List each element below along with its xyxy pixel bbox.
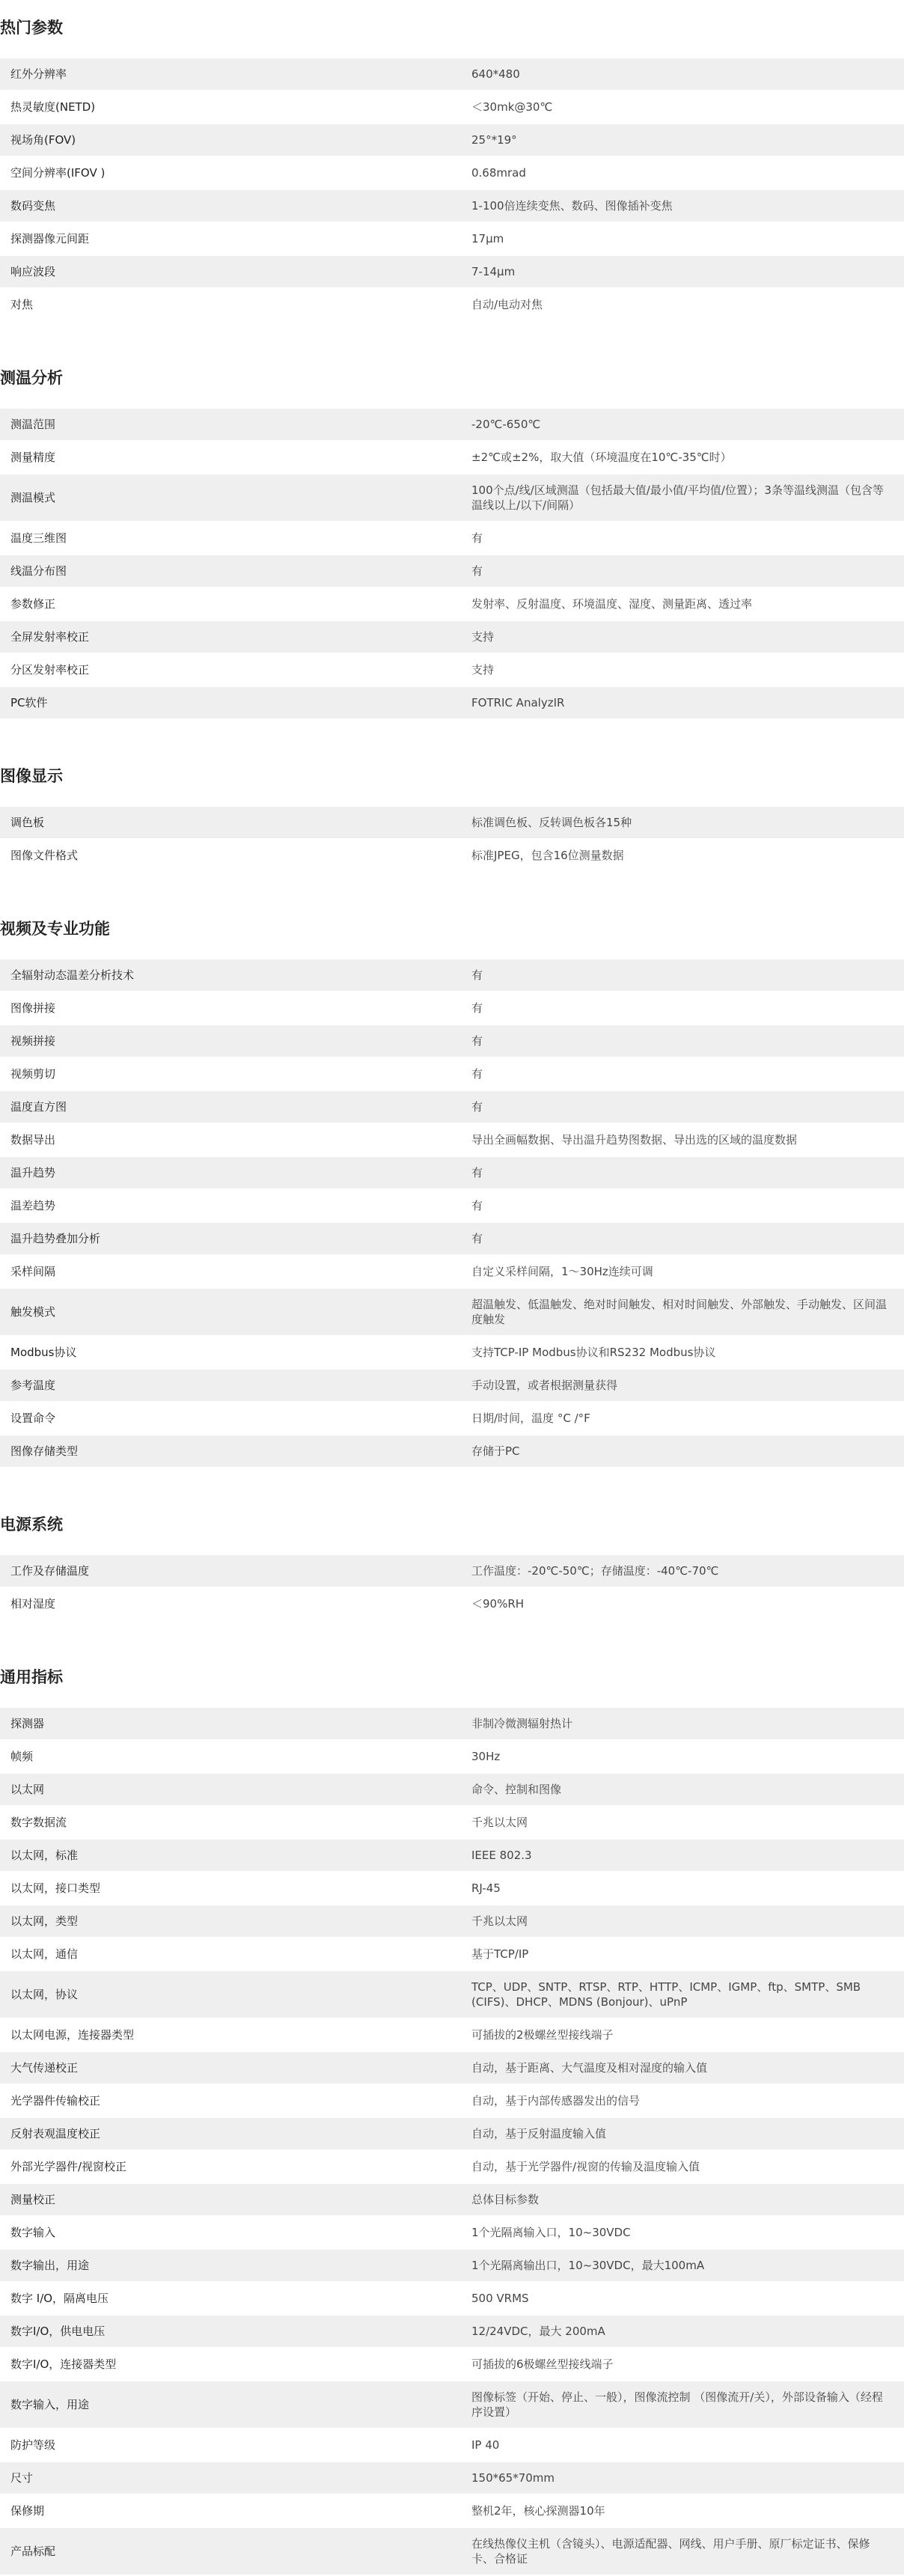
spec-value-cell: 有 — [451, 1090, 904, 1123]
spec-value-cell: 可插拔的6极螺丝型接线端子 — [451, 2348, 904, 2381]
spec-name-cell: 以太网 — [0, 1773, 451, 1806]
spec-value-cell: 支持 — [451, 653, 904, 686]
spec-value-cell: 发射率、反射温度、环境温度、湿度、测量距离、透过率 — [451, 587, 904, 620]
spec-value-cell: 自动，基于反射温度输入值 — [451, 2117, 904, 2150]
table-row — [0, 288, 904, 321]
table-row — [0, 555, 904, 587]
spec-value-cell: 0.68mrad — [451, 156, 904, 189]
spec-value-cell: 导出全画幅数据、导出温升趋势图数据、导出选的区域的温度数据 — [451, 1123, 904, 1156]
section-title: 测温分析 — [0, 369, 63, 387]
table-row — [0, 1156, 904, 1189]
spec-name-cell: 数字 I/O，隔离电压 — [0, 2282, 451, 2315]
table-row — [0, 189, 904, 222]
spec-name-cell: 外部光学器件/视窗校正 — [0, 2150, 451, 2183]
spec-value-cell: 150*65*70mm — [451, 2461, 904, 2494]
spec-name-cell: Modbus协议 — [0, 1336, 451, 1369]
table-row — [0, 2117, 904, 2150]
table-row — [0, 1740, 904, 1773]
spec-name-cell: 数字I/O，连接器类型 — [0, 2348, 451, 2381]
spec-value-cell: ±2℃或±2%，取大值（环境温度在10℃-35℃时） — [451, 441, 904, 474]
spec-value-cell: 整机2年，核心探测器10年 — [451, 2494, 904, 2527]
spec-value-cell: 有 — [451, 959, 904, 992]
table-row — [0, 587, 904, 620]
section-title: 视频及专业功能 — [0, 920, 110, 938]
spec-section — [0, 15, 904, 322]
spec-table — [0, 409, 904, 720]
spec-value-cell: ＜30mk@30℃ — [451, 91, 904, 123]
spec-name-cell: 尺寸 — [0, 2461, 451, 2494]
table-row — [0, 1090, 904, 1123]
spec-name-cell: 以太网电源，连接器类型 — [0, 2018, 451, 2051]
spec-name-cell: 温度直方图 — [0, 1090, 451, 1123]
table-row — [0, 2348, 904, 2381]
table-row — [0, 156, 904, 189]
table-row — [0, 441, 904, 474]
table-row — [0, 1872, 904, 1905]
table-row — [0, 1971, 904, 2018]
table-row — [0, 1255, 904, 1288]
spec-name-cell: 探测器像元间距 — [0, 222, 451, 255]
spec-name-cell: 数字I/O，供电电压 — [0, 2315, 451, 2348]
spec-value-cell: 总体目标参数 — [451, 2183, 904, 2216]
spec-name-cell: 工作及存储温度 — [0, 1555, 451, 1587]
spec-name-cell: 对焦 — [0, 288, 451, 321]
spec-value-cell: 基于TCP/IP — [451, 1938, 904, 1971]
spec-value-cell: 支持TCP-IP Modbus协议和RS232 Modbus协议 — [451, 1336, 904, 1369]
spec-value-cell: 有 — [451, 1025, 904, 1057]
spec-name-cell: 帧频 — [0, 1740, 451, 1773]
spec-value-cell: 标准调色板、反转调色板各15种 — [451, 807, 904, 839]
spec-value-cell: 500 VRMS — [451, 2282, 904, 2315]
spec-value-cell: 支持 — [451, 620, 904, 653]
table-row — [0, 1057, 904, 1090]
spec-value-cell: 命令、控制和图像 — [451, 1773, 904, 1806]
spec-value-cell: 千兆以太网 — [451, 1905, 904, 1938]
spec-name-cell: 数字输入，用途 — [0, 2381, 451, 2429]
table-row — [0, 2084, 904, 2117]
spec-value-cell: IP 40 — [451, 2429, 904, 2461]
spec-value-cell: 有 — [451, 1057, 904, 1090]
table-row — [0, 1587, 904, 1620]
table-row — [0, 2018, 904, 2051]
spec-name-cell: 防护等级 — [0, 2429, 451, 2461]
spec-name-cell: 数码变焦 — [0, 189, 451, 222]
spec-value-cell: 日期/时间，温度 °C /°F — [451, 1402, 904, 1435]
spec-value-cell: 25°*19° — [451, 123, 904, 156]
spec-value-cell: 手动设置，或者根据测量获得 — [451, 1369, 904, 1402]
spec-table — [0, 1555, 904, 1621]
spec-name-cell: 红外分辨率 — [0, 58, 451, 91]
spec-name-cell: 以太网，标准 — [0, 1839, 451, 1872]
table-row — [0, 1938, 904, 1971]
table-row — [0, 1025, 904, 1057]
table-row — [0, 1555, 904, 1587]
spec-value-cell: 640*480 — [451, 58, 904, 91]
spec-name-cell: 采样间隔 — [0, 1255, 451, 1288]
spec-name-cell: 热灵敏度(NETD) — [0, 91, 451, 123]
spec-name-cell: 保修期 — [0, 2494, 451, 2527]
spec-value-cell: 自动，基于距离、大气温度及相对湿度的输入值 — [451, 2051, 904, 2084]
spec-value-cell: 1个光隔离输入口，10~30VDC — [451, 2216, 904, 2249]
spec-name-cell: 光学器件传输校正 — [0, 2084, 451, 2117]
table-row — [0, 839, 904, 872]
table-row — [0, 2051, 904, 2084]
table-row — [0, 123, 904, 156]
spec-value-cell: 超温触发、低温触发、绝对时间触发、相对时间触发、外部触发、手动触发、区间温度触发 — [451, 1288, 904, 1336]
spec-value-cell: 有 — [451, 1189, 904, 1222]
table-row — [0, 522, 904, 555]
spec-name-cell: 图像文件格式 — [0, 839, 451, 872]
spec-value-cell: 30Hz — [451, 1740, 904, 1773]
spec-name-cell: PC软件 — [0, 686, 451, 719]
spec-value-cell: 非制冷微测辐射热计 — [451, 1708, 904, 1740]
spec-section — [0, 365, 904, 720]
section-title: 图像显示 — [0, 767, 63, 785]
table-row — [0, 2315, 904, 2348]
table-row — [0, 409, 904, 441]
spec-value-cell: ＜90%RH — [451, 1587, 904, 1620]
spec-value-cell: 在线热像仪主机（含镜头）、电源适配器、网线、用户手册、原厂标定证书、保修卡、合格证 — [451, 2527, 904, 2575]
spec-name-cell: 探测器 — [0, 1708, 451, 1740]
spec-name-cell: 图像存储类型 — [0, 1435, 451, 1468]
spec-name-cell: 测温范围 — [0, 409, 451, 441]
section-title: 通用指标 — [0, 1668, 63, 1686]
spec-value-cell: 图像标签（开始、停止、一般），图像流控制 （图像流开/关），外部设备输入（经程序设置） — [451, 2381, 904, 2429]
table-row — [0, 807, 904, 839]
table-row — [0, 1806, 904, 1839]
table-row — [0, 1123, 904, 1156]
spec-name-cell: 线温分布图 — [0, 555, 451, 587]
spec-section — [0, 916, 904, 1468]
spec-name-cell: 数字数据流 — [0, 1806, 451, 1839]
table-row — [0, 2461, 904, 2494]
spec-value-cell: 有 — [451, 1222, 904, 1255]
spec-value-cell: TCP、UDP、SNTP、RTSP、RTP、HTTP、ICMP、IGMP、ftp、SMTP、SMB (CIFS)、DHCP、MDNS (Bonjour)、uPnP — [451, 1971, 904, 2018]
spec-name-cell: 数字输出，用途 — [0, 2249, 451, 2282]
spec-section — [0, 1512, 904, 1621]
spec-value-cell: 1个光隔离输出口，10~30VDC，最大100mA — [451, 2249, 904, 2282]
table-row — [0, 2150, 904, 2183]
spec-name-cell: 测量校正 — [0, 2183, 451, 2216]
spec-value-cell: 1-100倍连续变焦、数码、图像插补变焦 — [451, 189, 904, 222]
spec-value-cell: 有 — [451, 522, 904, 555]
spec-value-cell: 17μm — [451, 222, 904, 255]
spec-name-cell: 温度三维图 — [0, 522, 451, 555]
spec-name-cell: 视频拼接 — [0, 1025, 451, 1057]
spec-name-cell: 参数修正 — [0, 587, 451, 620]
spec-value-cell: 有 — [451, 992, 904, 1025]
spec-name-cell: 相对湿度 — [0, 1587, 451, 1620]
spec-value-cell: 12/24VDC，最大 200mA — [451, 2315, 904, 2348]
table-row — [0, 620, 904, 653]
spec-name-cell: 以太网，协议 — [0, 1971, 451, 2018]
spec-value-cell: 自定义采样间隔，1～30Hz连续可调 — [451, 1255, 904, 1288]
spec-name-cell: 温差趋势 — [0, 1189, 451, 1222]
table-row — [0, 2381, 904, 2429]
spec-name-cell: 视频剪切 — [0, 1057, 451, 1090]
spec-name-cell: 全屏发射率校正 — [0, 620, 451, 653]
spec-name-cell: 温升趋势 — [0, 1156, 451, 1189]
table-row — [0, 686, 904, 719]
table-row — [0, 1905, 904, 1938]
spec-section — [0, 1664, 904, 2576]
table-row — [0, 2494, 904, 2527]
spec-table — [0, 807, 904, 873]
spec-name-cell: 设置命令 — [0, 1402, 451, 1435]
spec-value-cell: 千兆以太网 — [451, 1806, 904, 1839]
table-row — [0, 1189, 904, 1222]
spec-value-cell: 标准JPEG，包含16位测量数据 — [451, 839, 904, 872]
spec-value-cell: 自动/电动对焦 — [451, 288, 904, 321]
spec-name-cell: 测量精度 — [0, 441, 451, 474]
table-row — [0, 1222, 904, 1255]
table-row — [0, 58, 904, 91]
spec-name-cell: 数据导出 — [0, 1123, 451, 1156]
table-row — [0, 2527, 904, 2575]
spec-value-cell: 存储于PC — [451, 1435, 904, 1468]
spec-table — [0, 1708, 904, 2576]
spec-name-cell: 图像拼接 — [0, 992, 451, 1025]
spec-table — [0, 959, 904, 1468]
table-row — [0, 1839, 904, 1872]
spec-value-cell: 工作温度：-20℃-50℃；存储温度：-40℃-70℃ — [451, 1555, 904, 1587]
table-row — [0, 1435, 904, 1468]
table-row — [0, 992, 904, 1025]
spec-page — [0, 15, 904, 2576]
spec-name-cell: 调色板 — [0, 807, 451, 839]
spec-value-cell: 自动，基于光学器件/视窗的传输及温度输入值 — [451, 2150, 904, 2183]
spec-value-cell: 100个点/线/区域测温（包括最大值/最小值/平均值/位置）；3条等温线测温（包含等温线以上/以下/间隔） — [451, 474, 904, 522]
table-row — [0, 1773, 904, 1806]
table-row — [0, 1369, 904, 1402]
spec-name-cell: 测温模式 — [0, 474, 451, 522]
table-row — [0, 222, 904, 255]
spec-value-cell: IEEE 802.3 — [451, 1839, 904, 1872]
spec-name-cell: 以太网，类型 — [0, 1905, 451, 1938]
table-row — [0, 1288, 904, 1336]
table-row — [0, 1336, 904, 1369]
table-row — [0, 2183, 904, 2216]
spec-value-cell: FOTRIC AnalyzIR — [451, 686, 904, 719]
spec-name-cell: 触发模式 — [0, 1288, 451, 1336]
spec-value-cell: 有 — [451, 1156, 904, 1189]
spec-name-cell: 参考温度 — [0, 1369, 451, 1402]
spec-name-cell: 产品标配 — [0, 2527, 451, 2575]
spec-name-cell: 以太网，通信 — [0, 1938, 451, 1971]
table-row — [0, 474, 904, 522]
spec-name-cell: 分区发射率校正 — [0, 653, 451, 686]
spec-name-cell: 以太网，接口类型 — [0, 1872, 451, 1905]
spec-name-cell: 视场角(FOV) — [0, 123, 451, 156]
spec-name-cell: 空间分辨率(IFOV ) — [0, 156, 451, 189]
spec-name-cell: 大气传递校正 — [0, 2051, 451, 2084]
table-row — [0, 1402, 904, 1435]
table-row — [0, 2282, 904, 2315]
spec-name-cell: 响应波段 — [0, 255, 451, 288]
section-title: 电源系统 — [0, 1516, 63, 1533]
table-row — [0, 91, 904, 123]
spec-value-cell: 有 — [451, 555, 904, 587]
spec-table — [0, 58, 904, 322]
table-row — [0, 653, 904, 686]
spec-name-cell: 温升趋势叠加分析 — [0, 1222, 451, 1255]
table-row — [0, 1708, 904, 1740]
spec-value-cell: 可插拔的2极螺丝型接线端子 — [451, 2018, 904, 2051]
spec-name-cell: 反射表观温度校正 — [0, 2117, 451, 2150]
section-title: 热门参数 — [0, 19, 63, 37]
spec-value-cell: 7-14μm — [451, 255, 904, 288]
spec-name-cell: 全辐射动态温差分析技术 — [0, 959, 451, 992]
table-row — [0, 255, 904, 288]
table-row — [0, 959, 904, 992]
spec-section — [0, 763, 904, 873]
table-row — [0, 2429, 904, 2461]
table-row — [0, 2216, 904, 2249]
table-row — [0, 2249, 904, 2282]
spec-value-cell: -20℃-650℃ — [451, 409, 904, 441]
spec-value-cell: 自动，基于内部传感器发出的信号 — [451, 2084, 904, 2117]
spec-value-cell: RJ-45 — [451, 1872, 904, 1905]
spec-name-cell: 数字输入 — [0, 2216, 451, 2249]
